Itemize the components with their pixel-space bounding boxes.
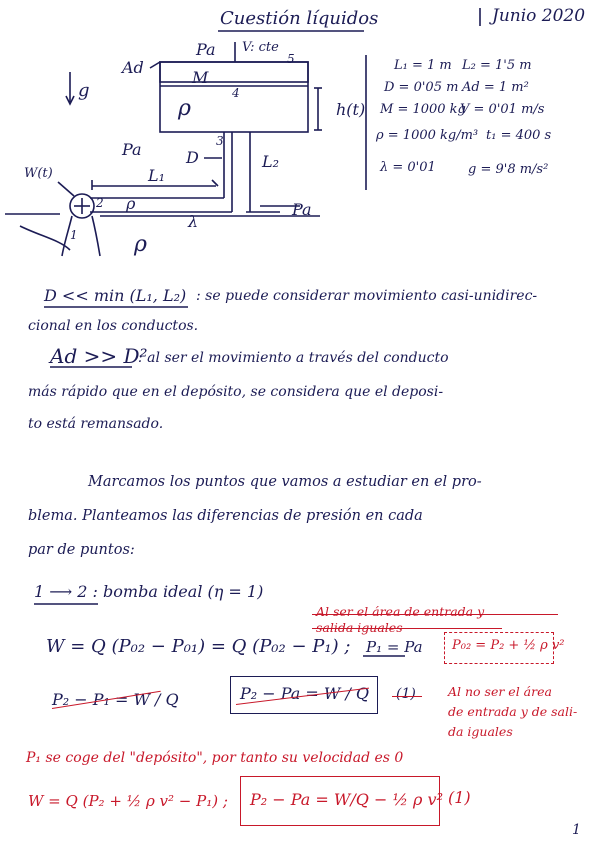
condition-2-text-3: to está remansado. (28, 416, 164, 432)
condition-2-text-2: más rápido que en el depósito, se considera que el deposi- (28, 384, 444, 400)
param-t1: t₁ = 400 s (486, 128, 552, 143)
label-h: h(t) (336, 100, 366, 119)
date-label: Junio 2020 (492, 6, 586, 26)
label-pa-right: Pa (292, 200, 312, 219)
label-diameter: D (186, 148, 199, 167)
strike-equation-number (392, 696, 422, 697)
label-w: W(t) (24, 166, 53, 181)
red-explanation: P₁ se coge del "depósito", por tanto su velocidad es 0 (26, 750, 404, 766)
red-note-line-3: da iguales (448, 724, 513, 739)
param-v: V = 0'01 m/s (460, 102, 545, 117)
equation-final-boxed: P₂ − Pa = W/Q − ½ ρ v² (250, 790, 443, 809)
condition-1-text: : se puede considerar movimiento casi-unidirec- (196, 288, 538, 304)
label-point-1: 1 (70, 228, 78, 242)
param-rho: ρ = 1000 kg/m³ (376, 128, 479, 143)
condition-1-text-2: cional en los conductos. (28, 318, 199, 334)
strike-note-2 (312, 628, 502, 629)
step-label: 1 ⟶ 2 : bomba ideal (η = 1) (34, 582, 264, 601)
label-rho-tank: ρ (178, 96, 191, 121)
param-g: g = 9'8 m/s² (468, 162, 549, 177)
label-lambda: λ (188, 212, 199, 231)
equation-p02: P₀₂ = P₂ + ½ ρ v² (452, 638, 565, 653)
label-pa-top: Pa (196, 40, 216, 59)
red-note-line-1: Al no ser el área (448, 684, 552, 699)
strike-note-1 (312, 614, 558, 615)
piston (160, 62, 308, 82)
paragraph-3-line-3: par de puntos: (28, 542, 135, 558)
label-point-5: 5 (287, 52, 295, 66)
struck-equation-1: P₂ − P₁ = W / Q (52, 690, 179, 709)
condition-1: D << min (L₁, L₂) (44, 286, 187, 305)
param-d: D = 0'05 m (384, 80, 459, 95)
label-rho-pool: ρ (134, 232, 147, 257)
condition-2-text: : al ser el movimiento a través del conducto (138, 350, 449, 366)
struck-note-line-1: Al ser el área de entrada y (316, 604, 485, 619)
paragraph-3-line-2: blema. Planteamos las diferencias de presión en cada (28, 508, 423, 524)
label-rho-pipe: ρ (126, 194, 136, 213)
label-gravity: g (78, 80, 90, 101)
equation-main: W = Q (P₀₂ − P₀₁) = Q (P₀₂ − P₁) ; (46, 636, 351, 657)
label-l1: L₁ (148, 166, 166, 185)
struck-equation-number: (1) (396, 686, 416, 702)
param-l1: L₁ = 1 m (394, 58, 452, 73)
label-point-2: 2 (96, 196, 104, 210)
condition-2: Ad >> D² (50, 344, 148, 368)
page-number: 1 (572, 822, 581, 838)
param-m: M = 1000 kg (380, 102, 466, 117)
param-l2: L₂ = 1'5 m (462, 58, 532, 73)
page-title: Cuestión líquidos (220, 8, 379, 29)
equation-p1-pa: P₁ = Pa (366, 638, 423, 656)
label-l2: L₂ (262, 152, 280, 171)
equation-final-number: (1) (448, 788, 471, 807)
label-v-cte: V: cte (242, 40, 279, 55)
struck-note-line-2: salida iguales (316, 620, 403, 635)
label-ad: Ad (122, 58, 144, 77)
label-point-3: 3 (216, 134, 224, 148)
label-pa-left: Pa (122, 140, 142, 159)
equation-final-left: W = Q (P₂ + ½ ρ v² − P₁) ; (28, 792, 228, 810)
param-ad: Ad = 1 m² (462, 80, 529, 95)
paragraph-3-line-1: Marcamos los puntos que vamos a estudiar en el pro- (88, 474, 482, 490)
label-mass: M (192, 68, 209, 87)
struck-equation-2: P₂ − Pa = W / Q (240, 684, 370, 703)
red-note-line-2: de entrada y de sali- (448, 704, 578, 719)
param-lambda: λ = 0'01 (380, 160, 436, 175)
label-point-4: 4 (232, 86, 240, 100)
